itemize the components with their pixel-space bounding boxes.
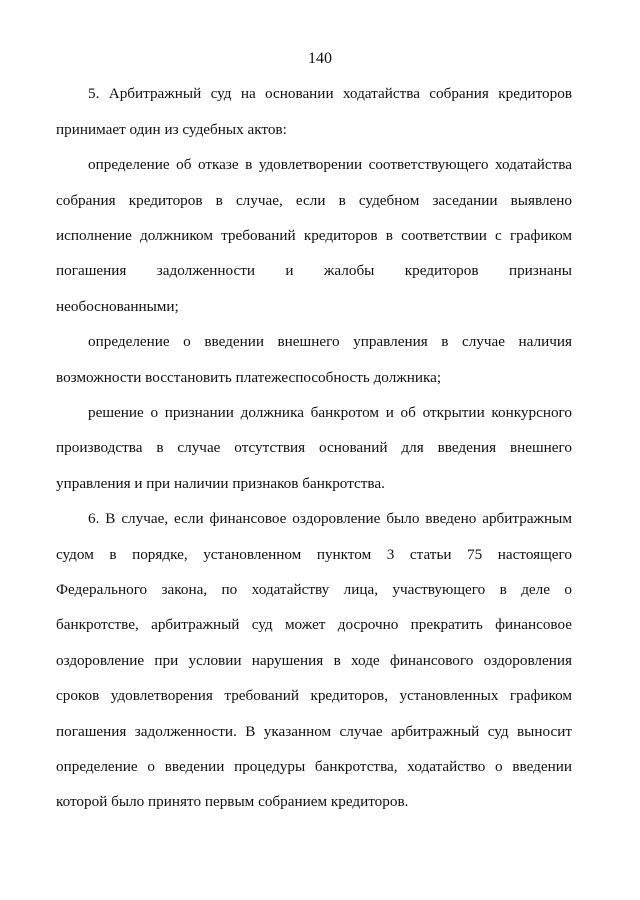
paragraph-3-line-2: возможности восстановить платежеспособность должника;	[56, 369, 442, 386]
paragraph-1-line-2: принимает один из судебных актов:	[56, 121, 287, 138]
paragraph-5-line-1: 6. В случае, если финансовое оздоровление было введено арбитражным	[88, 510, 572, 527]
paragraph-2-line-4	[56, 261, 572, 281]
paragraph-5-line-5: оздоровление при условии нарушения в ходе финансового оздоровления	[56, 652, 572, 669]
paragraph-2-line-3: исполнение должником требований кредиторов в соответствии с графиком	[56, 227, 572, 244]
paragraph-2-line-4-word-4: жалобы	[323, 262, 375, 279]
paragraph-5-line-3: Федерального закона, по ходатайству лица, участвующего в деле о	[56, 581, 572, 598]
paragraph-2-line-2: собрания кредиторов в случае, если в судебном заседании выявлено	[56, 192, 572, 209]
paragraph-3-line-1: определение о введении внешнего управления в случае наличия	[88, 333, 572, 350]
paragraph-5-line-8: определение о введении процедуры банкротства, ходатайство о введении	[56, 758, 572, 775]
paragraph-5-line-9: которой было принято первым собранием кредиторов.	[56, 793, 409, 810]
paragraph-2-line-5: необоснованными;	[56, 298, 179, 315]
paragraph-4-line-3: управления и при наличии признаков банкротства.	[56, 475, 385, 492]
paragraph-2-line-4-word-2: задолженности	[156, 262, 255, 279]
paragraph-2-line-4-word-5: кредиторов	[404, 262, 479, 279]
paragraph-1-line-1: 5. Арбитражный суд на основании ходатайства собрания кредиторов	[88, 85, 572, 102]
paragraph-5-line-4: банкротстве, арбитражный суд может досрочно прекратить финансовое	[56, 616, 572, 633]
paragraph-5-line-2: судом в порядке, установленном пунктом 3 статьи 75 настоящего	[56, 546, 572, 563]
page-number: 140	[308, 50, 332, 67]
paragraph-5-line-7: погашения задолженности. В указанном случае арбитражный суд выносит	[56, 723, 572, 740]
paragraph-2-line-4-word-1: погашения	[56, 262, 127, 279]
paragraph-4-line-1: решение о признании должника банкротом и об открытии конкурсного	[88, 404, 572, 421]
paragraph-5-line-6: сроков удовлетворения требований кредиторов, установленных графиком	[56, 687, 572, 704]
paragraph-4-line-2: производства в случае отсутствия оснований для введения внешнего	[56, 439, 572, 456]
paragraph-2-line-4-word-3: и	[285, 262, 294, 279]
paragraph-2-line-4-word-6: признаны	[508, 262, 572, 279]
paragraph-2-line-1: определение об отказе в удовлетворении соответствующего ходатайства	[88, 156, 572, 173]
